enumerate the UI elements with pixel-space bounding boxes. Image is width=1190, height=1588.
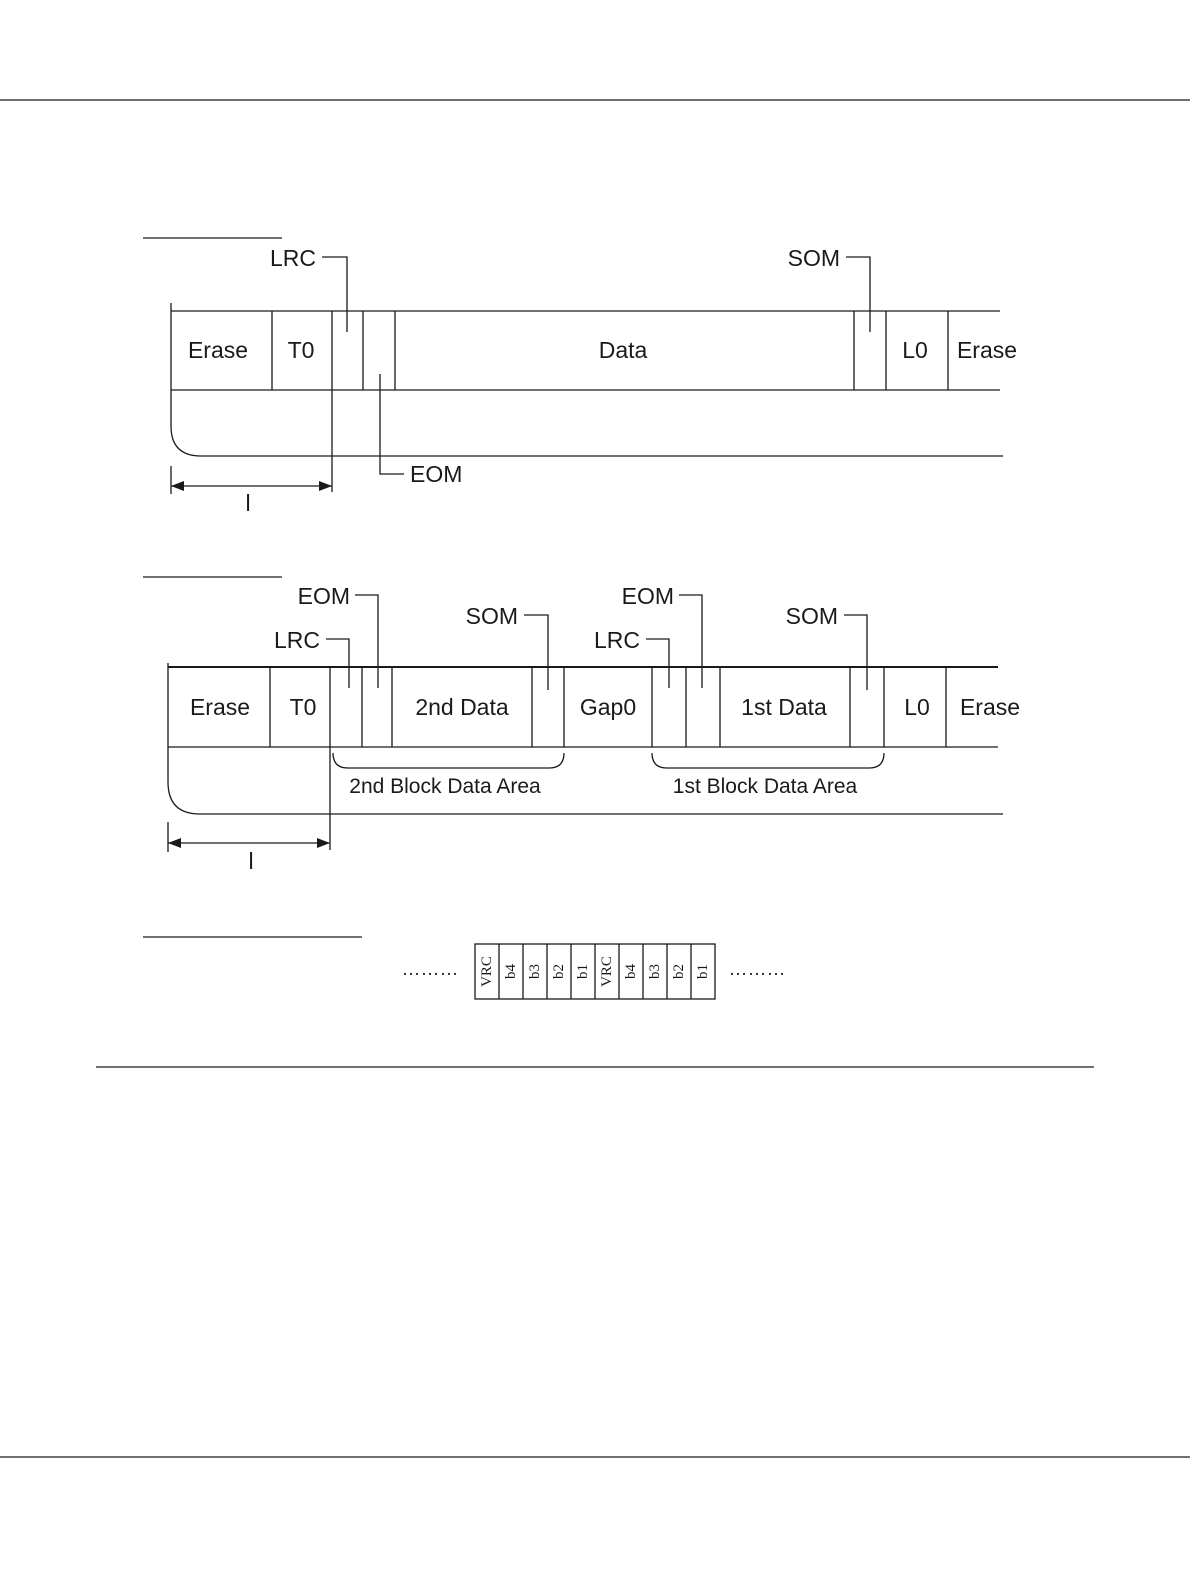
cell-erase-start-2: Erase	[189, 694, 251, 720]
bit-label-b1: b1	[695, 964, 711, 979]
ellipsis-right: ………	[729, 959, 786, 979]
lrc-label-2a: LRC	[273, 627, 320, 653]
eom-leader-2b	[679, 595, 702, 688]
lrc-label-1: LRC	[269, 245, 316, 271]
bit-cells	[479, 944, 711, 999]
bit-label-vrc: VRC	[599, 956, 615, 987]
brace-2nd-block	[333, 753, 564, 768]
bit-label-b3: b3	[527, 964, 543, 979]
bit-label-b1: b1	[575, 964, 591, 979]
eom-label-1: EOM	[410, 461, 463, 487]
cell-1st-data: 1st Data	[741, 694, 827, 720]
lrc-leader-2b	[646, 639, 669, 688]
eom-label-2a: EOM	[297, 583, 350, 609]
som-leader-2a	[524, 615, 548, 690]
bit-label-b4: b4	[503, 964, 519, 979]
track-format-diagram-2	[143, 577, 1020, 874]
bit-label-b4: b4	[623, 964, 639, 979]
dimension-arrow-left-2	[168, 838, 181, 848]
bit-label-b2: b2	[551, 964, 567, 979]
ellipsis-left: ………	[402, 959, 459, 979]
dimension-label-1: l	[245, 490, 251, 516]
cell-erase-end-1: Erase	[956, 337, 1018, 363]
cell-t0-1: T0	[287, 337, 315, 363]
dimension-arrow-left-1	[171, 481, 184, 491]
cell-l0-2: L0	[904, 694, 930, 720]
dimension-label-2: l	[248, 848, 254, 874]
cell-erase-start-1: Erase	[187, 337, 249, 363]
cell-t0-2: T0	[289, 694, 317, 720]
eom-leader-2a	[355, 595, 378, 688]
lrc-leader-1	[322, 257, 347, 332]
cell-l0-1: L0	[902, 337, 928, 363]
eom-leader-1	[380, 374, 404, 474]
bit-layout-diagram	[143, 937, 786, 999]
bit-label-b2: b2	[671, 964, 687, 979]
reference-edge-2	[168, 747, 1003, 814]
som-leader-2b	[844, 615, 867, 690]
bit-label-b3: b3	[647, 964, 663, 979]
area-label-2nd-block: 2nd Block Data Area	[349, 775, 541, 798]
cell-2nd-data: 2nd Data	[415, 694, 509, 720]
dimension-arrow-right-2	[317, 838, 330, 848]
cell-erase-end-2: Erase	[959, 694, 1021, 720]
som-leader-1	[846, 257, 870, 332]
reference-edge-1	[171, 390, 1003, 456]
bit-label-vrc: VRC	[479, 956, 495, 987]
eom-label-2b: EOM	[621, 583, 674, 609]
lrc-label-2b: LRC	[593, 627, 640, 653]
track-format-diagram-1	[143, 238, 1017, 516]
dimension-arrow-right-1	[319, 481, 332, 491]
som-label-2a: SOM	[465, 603, 518, 629]
area-label-1st-block: 1st Block Data Area	[672, 775, 858, 798]
cell-gap0: Gap0	[579, 694, 637, 720]
som-label-2b: SOM	[785, 603, 838, 629]
brace-1st-block	[652, 753, 884, 768]
som-label-1: SOM	[787, 245, 840, 271]
cell-data-1: Data	[598, 337, 648, 363]
